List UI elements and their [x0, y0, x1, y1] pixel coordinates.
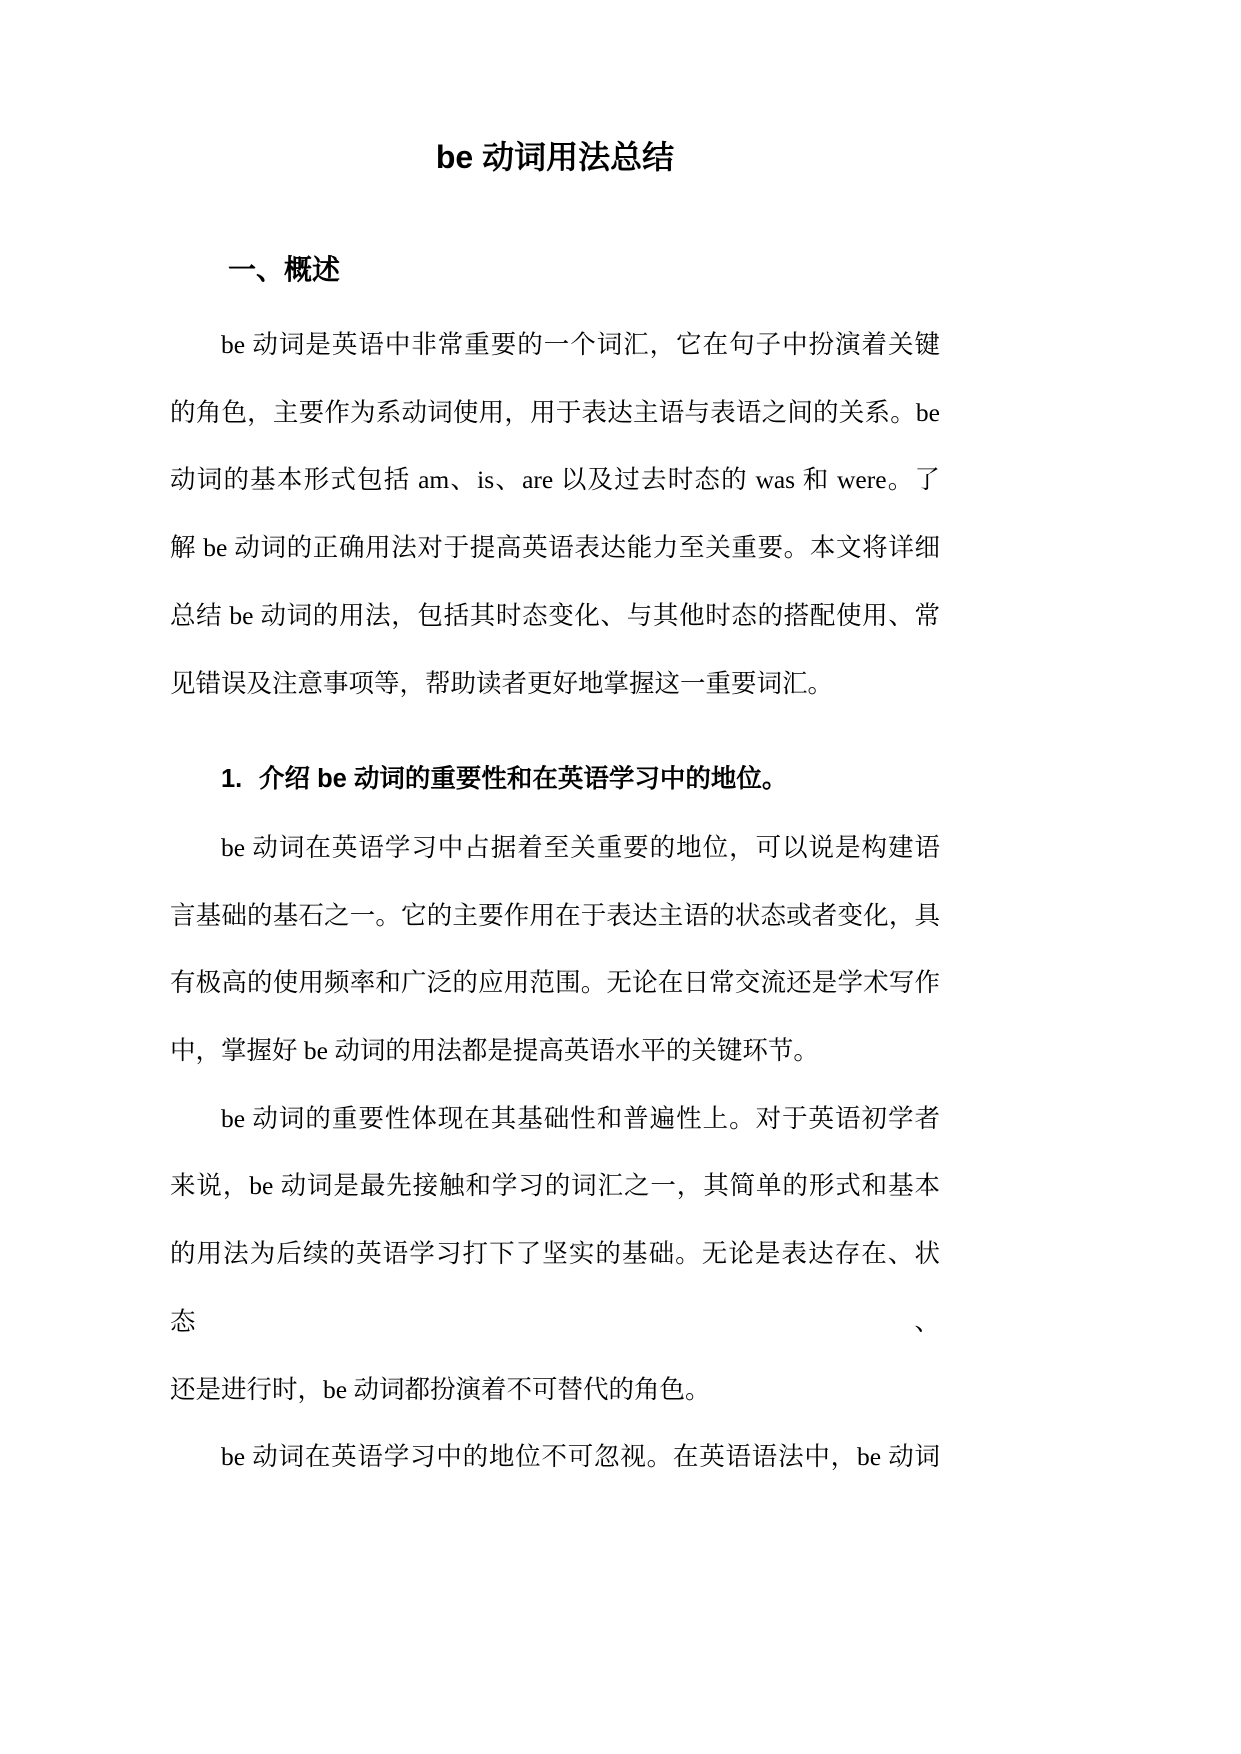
paragraph-line: 的角色，主要作为系动词使用，用于表达主语与表语之间的关系。be — [170, 397, 940, 427]
paragraph-foundation — [170, 1085, 940, 1424]
paragraph-line: 解 be 动词的正确用法对于提高英语表达能力至关重要。本文将详细 — [170, 533, 940, 563]
subsection-title: 介绍 be 动词的重要性和在英语学习中的地位。 — [259, 765, 788, 794]
document-body — [170, 311, 940, 1491]
paragraph-line: 有极高的使用频率和广泛的应用范围。无论在日常交流还是学术写作 — [170, 968, 940, 998]
paragraph-line: be 动词的重要性体现在其基础性和普遍性上。对于英语初学者 — [221, 1103, 940, 1133]
subsection-number: 1. — [221, 765, 243, 794]
section-heading: 一、概述 — [228, 254, 341, 285]
paragraph-line: 言基础的基石之一。它的主要作用在于表达主语的状态或者变化，具 — [170, 900, 940, 930]
paragraph-line: be 动词是英语中非常重要的一个词汇，它在句子中扮演着关键 — [221, 330, 940, 359]
paragraph-importance — [170, 814, 940, 1085]
paragraph-line: be 动词在英语学习中的地位不可忽视。在英语语法中，be 动词 — [221, 1442, 940, 1472]
subsection-heading — [170, 746, 940, 814]
paragraph-line: 的用法为后续的英语学习打下了坚实的基础。无论是表达存在、状态、 — [170, 1239, 940, 1336]
paragraph-line: 还是进行时，be 动词都扮演着不可替代的角色。 — [170, 1374, 711, 1404]
paragraph-line: 动词的基本形式包括 am、is、are 以及过去时态的 was 和 were。了 — [170, 465, 940, 495]
paragraph-status — [170, 1423, 940, 1491]
paragraph-line: 中，掌握好 be 动词的用法都是提高英语水平的关键环节。 — [170, 1036, 819, 1066]
paragraph-line: 见错误及注意事项等，帮助读者更好地掌握这一重要词汇。 — [170, 668, 834, 698]
paragraph-line: 来说，be 动词是最先接触和学习的词汇之一，其简单的形式和基本 — [170, 1171, 940, 1201]
paragraph-overview — [170, 311, 940, 717]
paragraph-line: 总结 be 动词的用法，包括其时态变化、与其他时态的搭配使用、常 — [170, 600, 940, 630]
paragraph-line: be 动词在英语学习中占据着至关重要的地位，可以说是构建语 — [221, 832, 940, 862]
document-title: be 动词用法总结 — [435, 139, 675, 175]
